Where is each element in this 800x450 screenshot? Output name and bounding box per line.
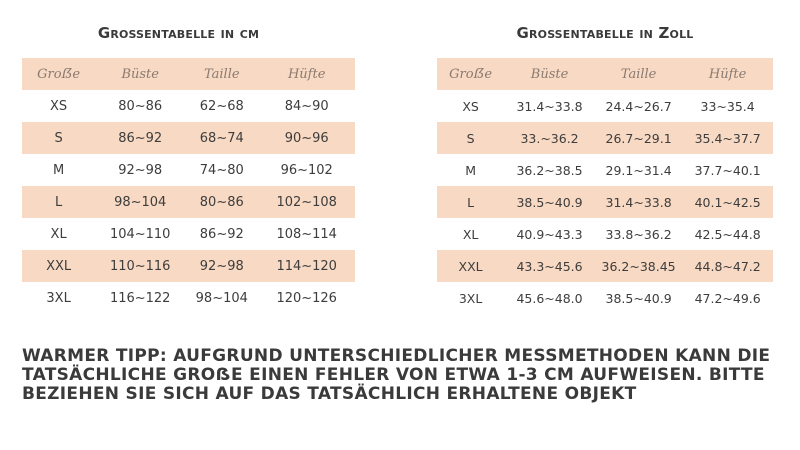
table-header-row [22,58,355,90]
hip-cell: 96~102 [258,154,355,186]
size-cell: XL [22,218,95,250]
hip-cell: 33~35.4 [682,90,773,122]
waist-cell: 31.4~33.8 [595,186,682,218]
waist-cell: 26.7~29.1 [595,122,682,154]
cm-size-table [22,58,355,314]
table-row [437,250,773,282]
hip-cell: 120~126 [258,282,355,314]
bust-cell: 33.~36.2 [504,122,595,154]
header-size: Groẞe [437,58,504,90]
header-hip: Hüfte [682,58,773,90]
hip-cell: 47.2~49.6 [682,282,773,314]
bust-cell: 110~116 [95,250,185,282]
table-header-row [437,58,773,90]
table-row [22,154,355,186]
bust-cell: 104~110 [95,218,185,250]
bust-cell: 86~92 [95,122,185,154]
bust-cell: 45.6~48.0 [504,282,595,314]
bust-cell: 40.9~43.3 [504,218,595,250]
measurement-tip-note: WARMER TIPP: AUFGRUND UNTERSCHIEDLICHER MESSMETHODEN KANN DIE TATSÄCHLICHE GROẞE EINEN FEHLER VON ETWA 1-3 CM AUFWEISEN. BITTE BEZIEHEN SIE SICH AUF DAS TATSÄCHLICH ERHALTENE OBJEKT [22,346,771,404]
size-cell: XS [22,90,95,122]
table-row [437,218,773,250]
bust-cell: 43.3~45.6 [504,250,595,282]
size-cell: L [437,186,504,218]
bust-cell: 80~86 [95,90,185,122]
table-row [22,122,355,154]
table-row [437,122,773,154]
waist-cell: 36.2~38.45 [595,250,682,282]
bust-cell: 116~122 [95,282,185,314]
waist-cell: 86~92 [185,218,258,250]
table-row [437,90,773,122]
inch-size-chart [437,20,773,314]
waist-cell: 33.8~36.2 [595,218,682,250]
table-row [22,250,355,282]
bust-cell: 92~98 [95,154,185,186]
size-cell: M [437,154,504,186]
hip-cell: 42.5~44.8 [682,218,773,250]
table-row [22,218,355,250]
inch-size-table [437,58,773,314]
cm-chart-title: Großentabelle in cm [97,24,260,42]
header-waist: Taille [185,58,258,90]
bust-cell: 31.4~33.8 [504,90,595,122]
hip-cell: 44.8~47.2 [682,250,773,282]
table-row [22,186,355,218]
size-cell: XS [437,90,504,122]
table-row [437,186,773,218]
size-cell: XXL [22,250,95,282]
size-cell: L [22,186,95,218]
header-waist: Taille [595,58,682,90]
hip-cell: 102~108 [258,186,355,218]
hip-cell: 90~96 [258,122,355,154]
table-row [437,282,773,314]
header-bust: Büste [95,58,185,90]
bust-cell: 38.5~40.9 [504,186,595,218]
header-hip: Hüfte [258,58,355,90]
cm-size-chart [22,20,355,314]
size-cell: XL [437,218,504,250]
bust-cell: 98~104 [95,186,185,218]
inch-chart-title: Großentabelle in Zoll [516,24,694,42]
waist-cell: 38.5~40.9 [595,282,682,314]
size-cell: M [22,154,95,186]
waist-cell: 62~68 [185,90,258,122]
bust-cell: 36.2~38.5 [504,154,595,186]
waist-cell: 92~98 [185,250,258,282]
waist-cell: 68~74 [185,122,258,154]
waist-cell: 29.1~31.4 [595,154,682,186]
hip-cell: 108~114 [258,218,355,250]
size-cell: S [437,122,504,154]
waist-cell: 80~86 [185,186,258,218]
hip-cell: 35.4~37.7 [682,122,773,154]
waist-cell: 98~104 [185,282,258,314]
hip-cell: 84~90 [258,90,355,122]
size-cell: 3XL [437,282,504,314]
header-size: Groẞe [22,58,95,90]
table-row [22,90,355,122]
waist-cell: 24.4~26.7 [595,90,682,122]
hip-cell: 37.7~40.1 [682,154,773,186]
hip-cell: 114~120 [258,250,355,282]
hip-cell: 40.1~42.5 [682,186,773,218]
waist-cell: 74~80 [185,154,258,186]
size-cell: S [22,122,95,154]
header-bust: Büste [504,58,595,90]
size-cell: 3XL [22,282,95,314]
table-row [437,154,773,186]
table-row [22,282,355,314]
size-cell: XXL [437,250,504,282]
